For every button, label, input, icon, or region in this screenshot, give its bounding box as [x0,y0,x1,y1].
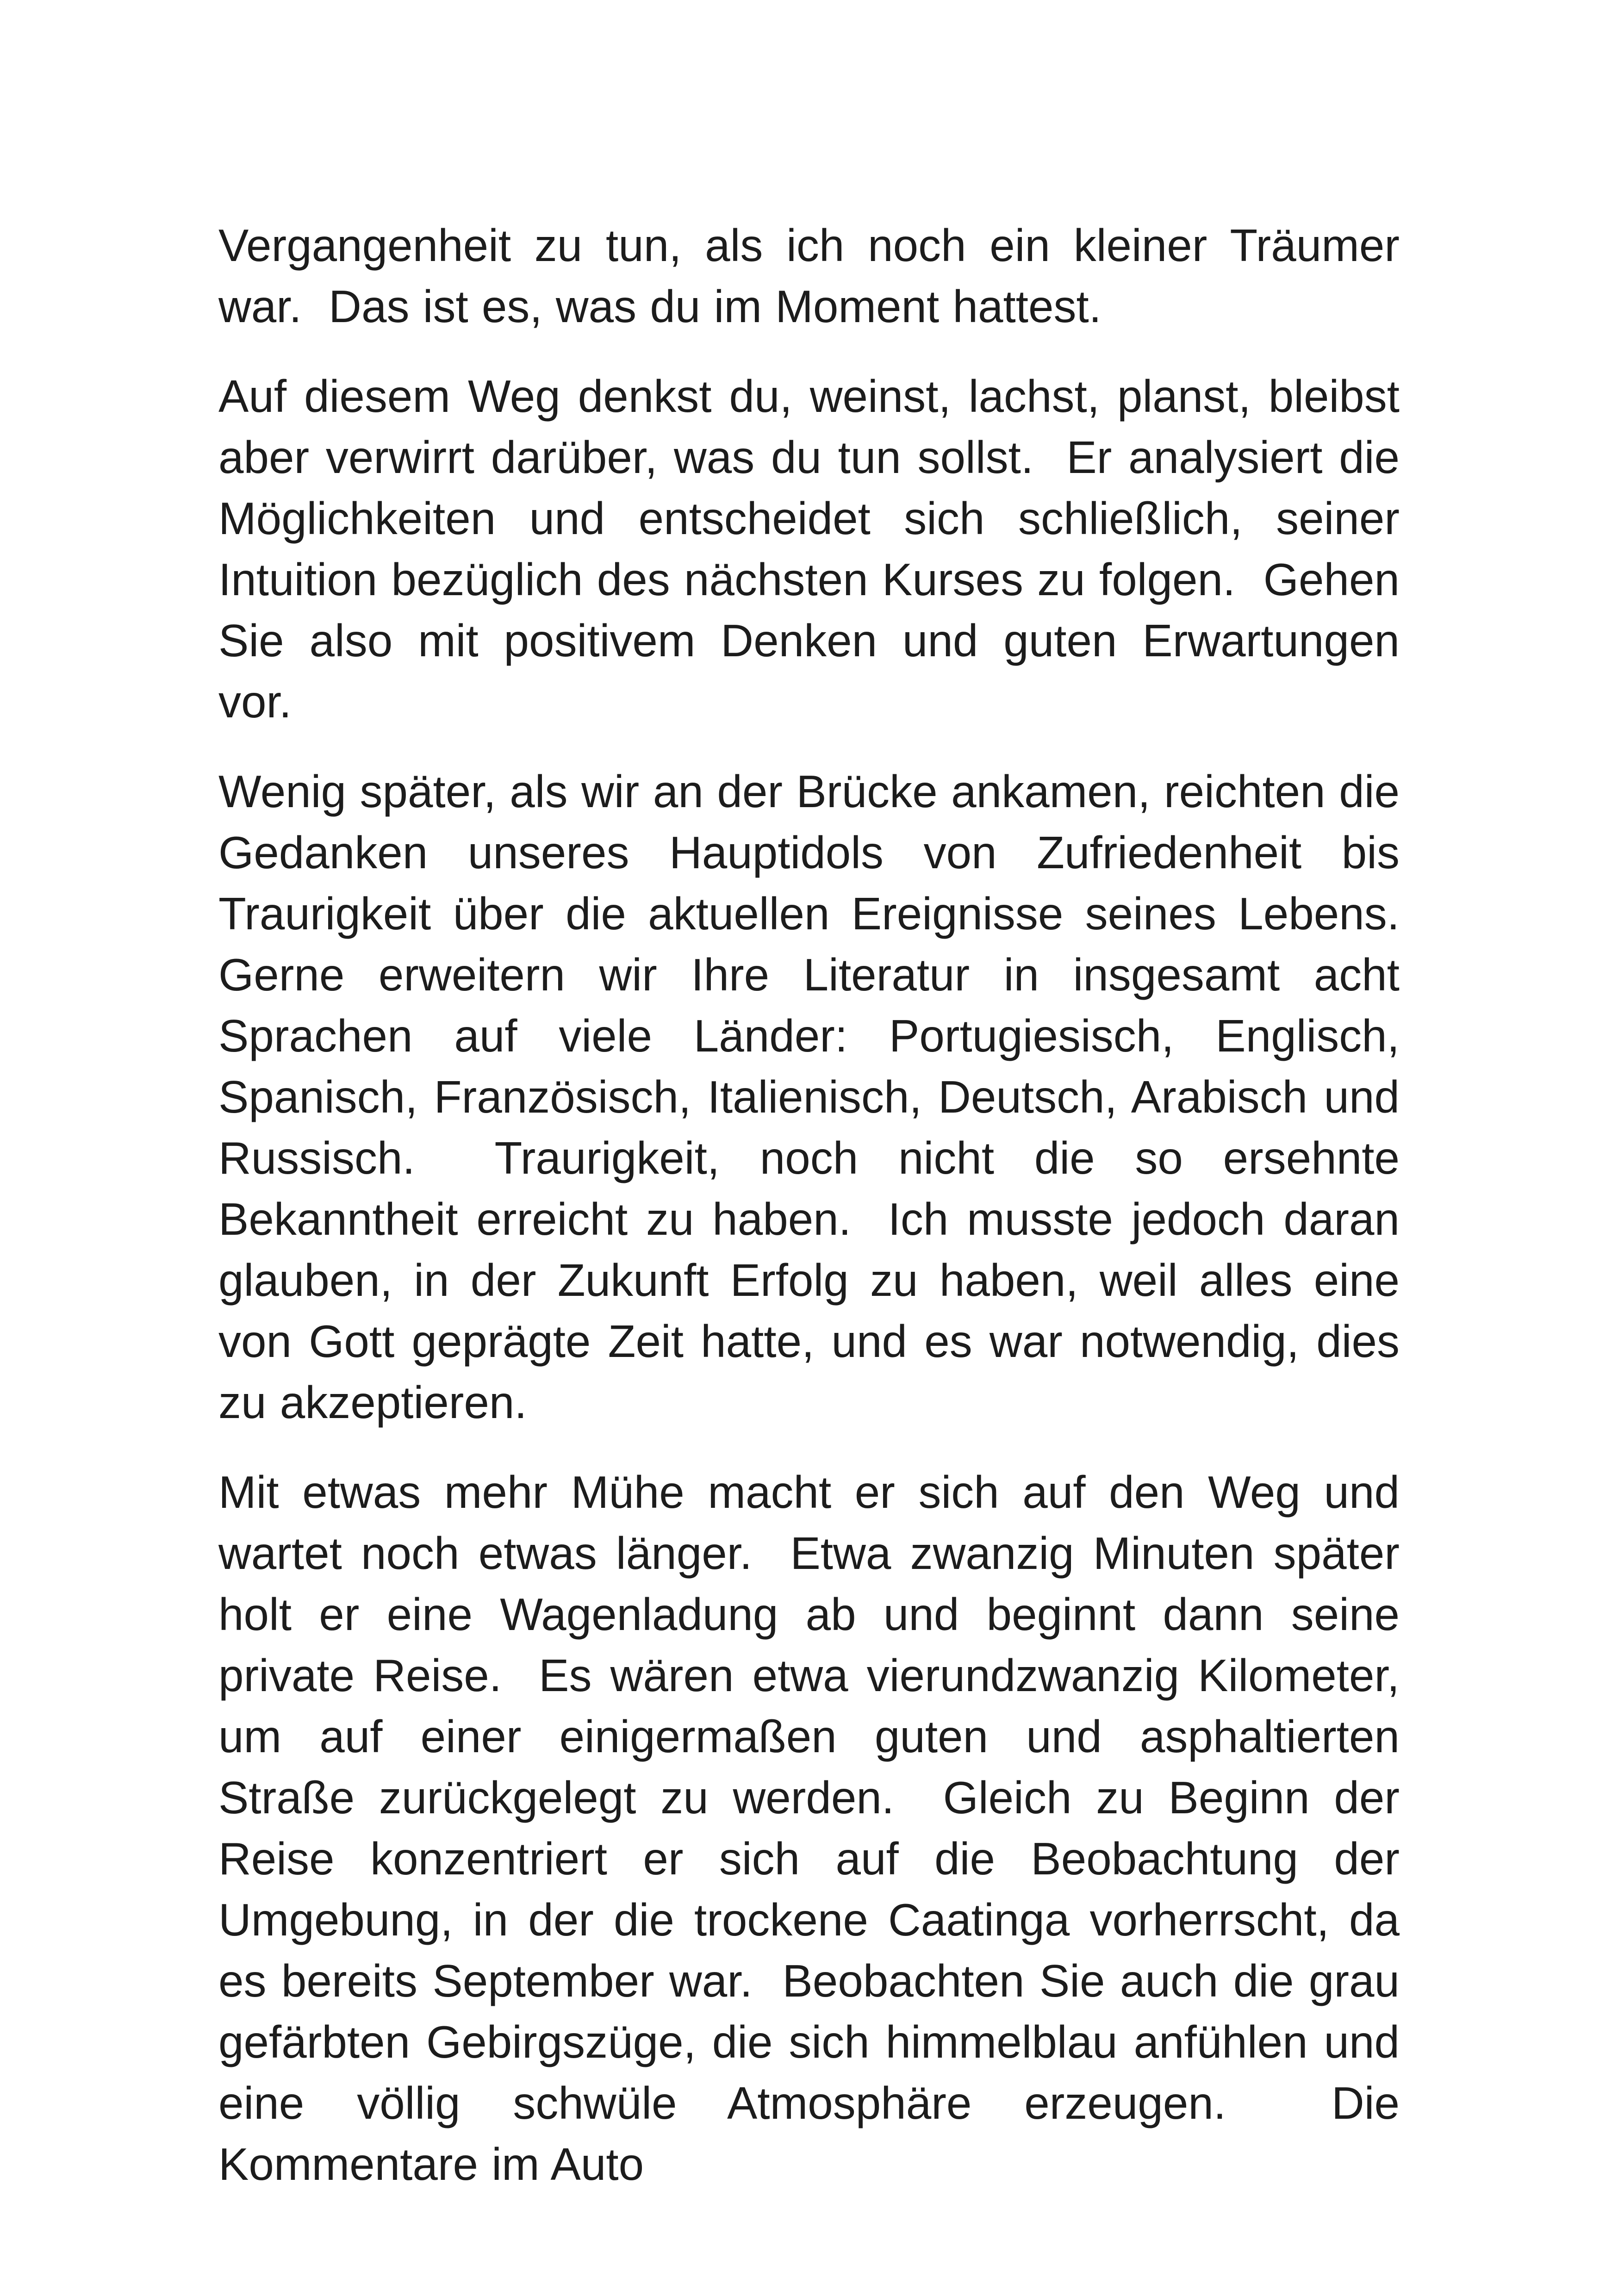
paragraph-3: Wenig später, als wir an der Brücke ankamen, reichten die Gedanken unseres Hauptidols von Zufriedenheit bis Traurigkeit über die aktuellen Ereignisse seines Lebens. Gerne erweitern wir Ihre Literatur in insgesamt acht Sprachen auf viele Länder: Portugiesisch, Englisch, Spanisch, Französisch, Italienisch, Deutsch, Arabisch und Russisch. Traurigkeit, noch nicht die so ersehnte Bekanntheit erreicht zu haben. Ich musste jedoch daran glauben, in der Zukunft Erfolg zu haben, weil alles eine von Gott geprägte Zeit hatte, und es war notwendig, dies zu akzeptieren. [218,766,1427,1428]
paragraph-2: Auf diesem Weg denkst du, weinst, lachst, planst, bleibst aber verwirrt darüber, was du tun sollst. Er analysiert die Möglichkeiten und entscheidet sich schließlich, seiner Intuition bezüglich des nächsten Kurses zu folgen. Gehen Sie also mit positivem Denken und guten Erwartungen vor. [218,371,1413,727]
body-text [218,215,1427,2195]
paragraph-4: Mit etwas mehr Mühe macht er sich auf den Weg und wartet noch etwas länger. Etwa zwanzig Minuten später holt er eine Wagenladung ab und beginnt dann seine private Reise. Es wären etwa vierundzwanzig Kilometer, um auf einer einigermaßen guten und asphaltierten Straße zurückgelegt zu werden. Gleich zu Beginn der Reise konzentriert er sich auf die Beobachtung der Umgebung, in der die trockene Caatinga vorherrscht, da es bereits September war. Beobachten Sie auch die grau gefärbten Gebirgszüge, die sich himmelblau anfühlen und eine völlig schwüle Atmosphäre erzeugen. Die Kommentare im Auto [218,1467,1413,2190]
paragraph-1: Vergangenheit zu tun, als ich noch ein kleiner Träumer war. Das ist es, was du im Moment hattest. [218,220,1413,332]
